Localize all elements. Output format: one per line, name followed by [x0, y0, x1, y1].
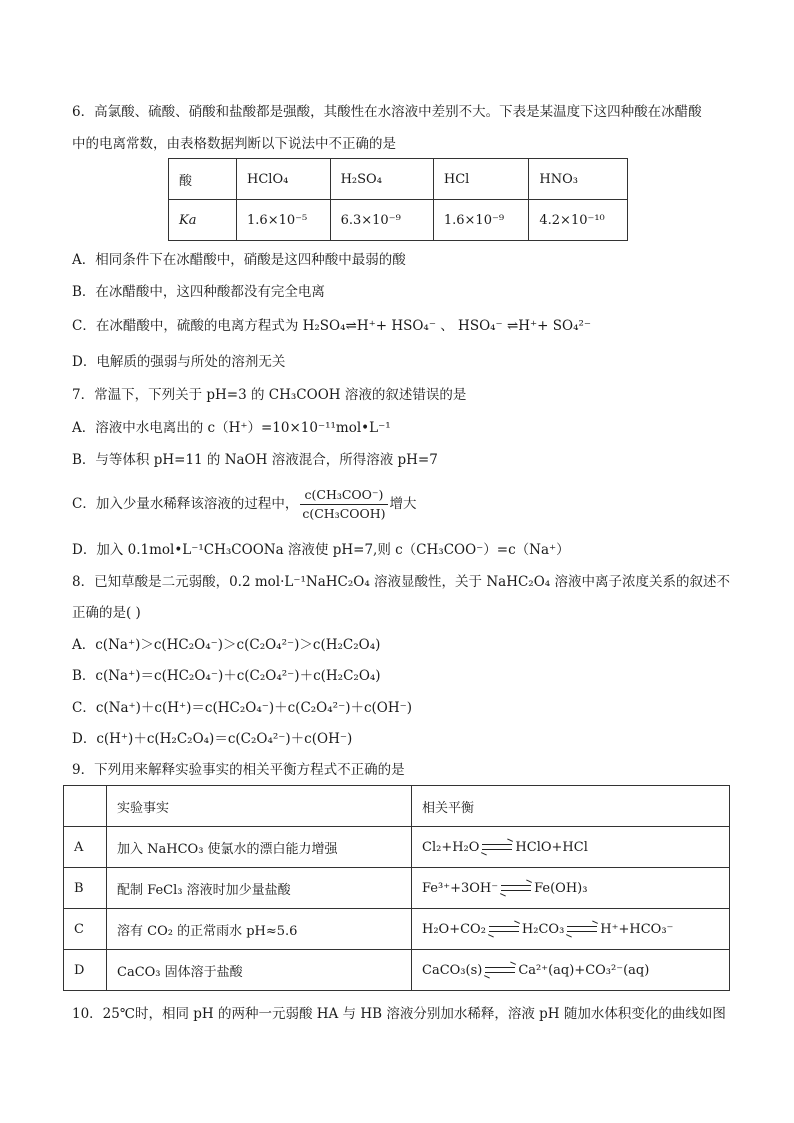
- q6-option-d: D．电解质的强弱与所处的溶剂无关: [72, 354, 286, 370]
- q6-stem-line2: 中的电离常数，由表格数据判断以下说法中不正确的是: [72, 136, 396, 152]
- table-cell: [412, 827, 730, 868]
- table-row: [64, 909, 730, 950]
- equation-rhs: H⁺+HCO₃⁻: [600, 921, 674, 937]
- equilibrium-arrow-icon: [485, 966, 515, 974]
- table-cell: 实验事实: [107, 786, 412, 827]
- fraction-denominator: c(CH₃COOH): [302, 506, 386, 521]
- equation-lhs: Fe³⁺+3OH⁻: [422, 880, 499, 896]
- q7-fraction: [300, 486, 387, 523]
- table-cell: 相关平衡: [412, 786, 730, 827]
- table-cell: 酸: [169, 159, 237, 200]
- q8-stem-line2: 正确的是( ): [72, 605, 141, 621]
- table-cell: [412, 909, 730, 950]
- equation-lhs: Cl₂+H₂O: [422, 839, 480, 855]
- q6-option-a: A．相同条件下在冰醋酸中，硝酸是这四种酸中最弱的酸: [72, 252, 406, 268]
- equilibrium-arrow-icon: [501, 884, 531, 892]
- q8-stem-line1: 8．已知草酸是二元弱酸，0.2 mol·L⁻¹NaHC₂O₄ 溶液显酸性，关于 NaHC₂O₄ 溶液中离子浓度关系的叙述不: [72, 574, 730, 590]
- q8-option-b: B．c(Na⁺)＝c(HC₂O₄⁻)＋c(C₂O₄²⁻)＋c(H₂C₂O₄): [72, 668, 381, 684]
- table-cell: 6.3×10⁻⁹: [330, 200, 433, 241]
- equilibrium-arrow-icon: [489, 925, 519, 933]
- q7-option-c: [72, 482, 732, 526]
- table-cell: C: [64, 909, 107, 950]
- q7-option-c-suffix: 增大: [389, 496, 417, 512]
- table-cell: 溶有 CO₂ 的正常雨水 pH≈5.6: [107, 909, 412, 950]
- table-row: [169, 200, 628, 241]
- table-cell: HCl: [433, 159, 529, 200]
- table-cell: 1.6×10⁻⁵: [237, 200, 331, 241]
- q9-stem: 9．下列用来解释实验事实的相关平衡方程式不正确的是: [72, 762, 405, 778]
- q6-option-b: B．在冰醋酸中，这四种酸都没有完全电离: [72, 284, 325, 300]
- table-row: [169, 159, 628, 200]
- equilibrium-arrow-icon: [567, 925, 597, 933]
- q7-option-d: D．加入 0.1mol•L⁻¹CH₃COONa 溶液使 pH=7,则 c（CH₃COO⁻）=c（Na⁺）: [72, 542, 570, 558]
- table-cell: D: [64, 950, 107, 991]
- q9-table: [63, 785, 730, 991]
- table-cell: A: [64, 827, 107, 868]
- table-cell: CaCO₃ 固体溶于盐酸: [107, 950, 412, 991]
- q8-option-a: A．c(Na⁺)＞c(HC₂O₄⁻)＞c(C₂O₄²⁻)＞c(H₂C₂O₄): [72, 637, 381, 653]
- table-cell: [64, 786, 107, 827]
- table-row: [64, 827, 730, 868]
- q10-stem: 10．25℃时，相同 pH 的两种一元弱酸 HA 与 HB 溶液分别加水稀释，溶液 pH 随加水体积变化的曲线如图: [72, 1006, 726, 1022]
- table-row: [64, 786, 730, 827]
- equation-rhs: Fe(OH)₃: [534, 880, 588, 896]
- equation-mid: H₂CO₃: [521, 921, 565, 937]
- table-cell: Ka: [169, 200, 237, 241]
- fraction-numerator: c(CH₃COO⁻): [300, 486, 387, 505]
- q8-option-c: C．c(Na⁺)＋c(H⁺)＝c(HC₂O₄⁻)＋c(C₂O₄²⁻)＋c(OH⁻): [72, 700, 413, 716]
- equilibrium-arrow-icon: [482, 843, 512, 851]
- q6-ka-table: [168, 158, 628, 241]
- q7-option-c-prefix: C．加入少量水稀释该溶液的过程中，: [72, 496, 299, 512]
- table-cell: 配制 FeCl₃ 溶液时加少量盐酸: [107, 868, 412, 909]
- equation-rhs: Ca²⁺(aq)+CO₃²⁻(aq): [518, 962, 650, 978]
- q8-option-d: D．c(H⁺)＋c(H₂C₂O₄)＝c(C₂O₄²⁻)＋c(OH⁻): [72, 731, 353, 747]
- table-cell: 4.2×10⁻¹⁰: [529, 200, 628, 241]
- table-cell: H₂SO₄: [330, 159, 433, 200]
- table-cell: 1.6×10⁻⁹: [433, 200, 529, 241]
- q7-stem: 7．常温下，下列关于 pH=3 的 CH₃COOH 溶液的叙述错误的是: [72, 387, 467, 403]
- q7-option-b: B．与等体积 pH=11 的 NaOH 溶液混合，所得溶液 pH=7: [72, 452, 438, 468]
- q6-option-c: C．在冰醋酸中，硫酸的电离方程式为 H₂SO₄⇌H⁺+ HSO₄⁻ 、 HSO₄⁻ ⇌H⁺+ SO₄²⁻: [72, 318, 592, 334]
- equation-lhs: H₂O+CO₂: [422, 921, 486, 937]
- table-row: [64, 868, 730, 909]
- table-cell: [412, 950, 730, 991]
- table-row: [64, 950, 730, 991]
- q7-option-a: A．溶液中水电离出的 c（H⁺）=10×10⁻¹¹mol•L⁻¹: [72, 420, 391, 436]
- table-cell: HNO₃: [529, 159, 628, 200]
- equation-lhs: CaCO₃(s): [422, 962, 483, 978]
- table-cell: [412, 868, 730, 909]
- q6-stem-line1: 6．高氯酸、硫酸、硝酸和盐酸都是强酸，其酸性在水溶液中差别不大。下表是某温度下这四种酸在冰醋酸: [72, 104, 702, 120]
- table-cell: HClO₄: [237, 159, 331, 200]
- table-cell: 加入 NaHCO₃ 使氯水的漂白能力增强: [107, 827, 412, 868]
- table-cell: B: [64, 868, 107, 909]
- equation-rhs: HClO+HCl: [515, 839, 588, 855]
